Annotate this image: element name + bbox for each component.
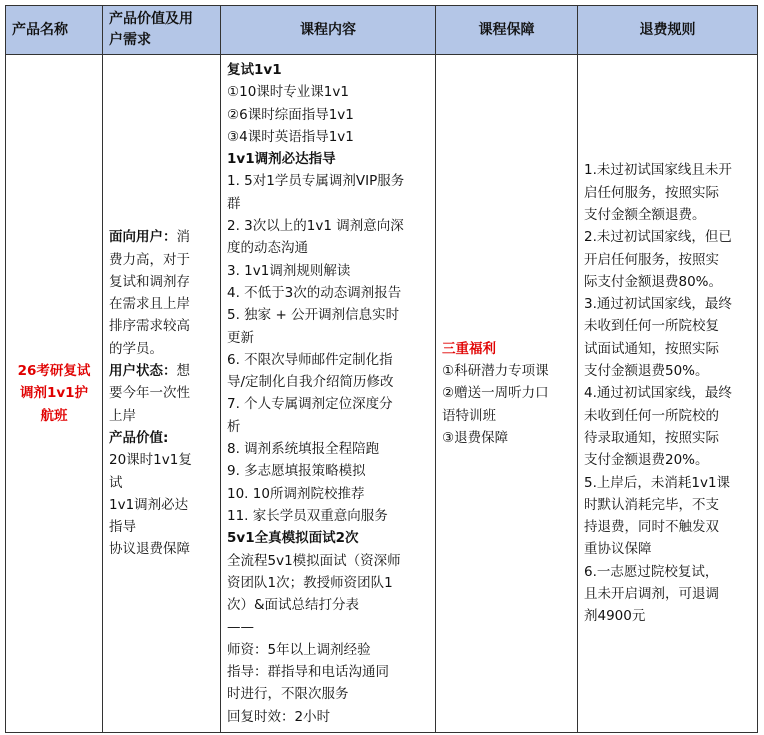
text-line-main: 要今年一次性 — [109, 385, 190, 402]
text-line — [227, 260, 429, 282]
header-refund-rules: 退费规则 — [578, 6, 758, 55]
text-line — [227, 460, 429, 482]
text-line-main: 1. 5对1学员专属调剂VIP服务 — [227, 173, 405, 190]
text-line-main: 3.通过初试国家线，最终 — [584, 296, 732, 313]
text-line-main: ②赠送一周听力口 — [442, 385, 549, 402]
text-line — [227, 483, 429, 505]
text-line-main: 三重福利 — [442, 340, 496, 357]
header-line: 户需求 — [109, 32, 151, 48]
text-line-main: 资团队1次；教授师资团队1 — [227, 574, 393, 591]
text-line-main: 群 — [227, 195, 241, 212]
text-line-main: 1v1调剂必达 — [109, 496, 189, 513]
text-line — [227, 104, 429, 126]
text-line — [109, 516, 214, 538]
text-line — [109, 405, 214, 427]
text-line-main: 更新 — [227, 329, 254, 346]
text-line-main: ③退费保障 — [442, 429, 509, 446]
text-line — [584, 338, 751, 360]
product-name-line: 航班 — [40, 407, 68, 424]
text-line-main: 的学员。 — [109, 340, 163, 357]
text-line — [109, 315, 214, 337]
header-line: 产品价值及用 — [109, 11, 193, 27]
cell-value-needs — [103, 55, 221, 733]
text-line-main: 启任何服务，按照实际 — [584, 184, 719, 201]
text-line — [227, 393, 429, 415]
text-line-main: 3. 1v1调剂规则解读 — [227, 262, 351, 279]
text-line — [584, 472, 751, 494]
text-line-main: ②6课时综面指导1v1 — [227, 106, 354, 123]
text-line — [584, 293, 751, 315]
text-line-main: ①科研潜力专项课 — [442, 363, 549, 380]
text-line — [109, 382, 214, 404]
text-line-main: 4. 不低于3次的动态调剂报告 — [227, 284, 402, 301]
text-line-main: 在需求且上岸 — [109, 296, 190, 313]
text-line-main: 排序需求较高 — [109, 318, 190, 335]
text-line — [227, 126, 429, 148]
text-line-main: 协议退费保障 — [109, 541, 190, 558]
product-name-line: 26考研复试 — [17, 363, 91, 380]
text-line-main: 5. 独家 + 公开调剂信息实时 — [227, 307, 400, 324]
text-line-main: 支付金额全额退费。 — [584, 206, 706, 223]
text-line — [109, 360, 214, 382]
text-line-main: 20课时1v1复 — [109, 452, 192, 469]
text-line-main: 导/定制化自我介绍简历修改 — [227, 374, 394, 391]
text-line-main: 未收到任何一所院校的 — [584, 407, 719, 424]
text-line — [109, 427, 214, 449]
text-line — [442, 405, 571, 427]
text-line-main: 指导 — [109, 519, 136, 536]
text-line-main: 支付金额退费20%。 — [584, 452, 709, 469]
text-line-main: 6. 不限次导师邮件定制化指 — [227, 351, 393, 368]
header-row — [6, 6, 758, 55]
text-line — [227, 349, 429, 371]
text-line-main: 度的动态沟通 — [227, 240, 308, 257]
text-line — [227, 193, 429, 215]
text-line-main: 时默认消耗完毕，不支 — [584, 496, 719, 513]
cell-course-content — [221, 55, 436, 733]
text-line-main: 试面试通知，按照实际 — [584, 340, 719, 357]
text-line-main: 持退费，同时不触发双 — [584, 519, 719, 536]
text-line — [442, 360, 571, 382]
header-course-content: 课程内容 — [221, 6, 436, 55]
text-line — [442, 338, 571, 360]
text-line-main: 7. 个人专属调剂定位深度分 — [227, 396, 393, 413]
text-line — [584, 226, 751, 248]
text-line — [227, 616, 429, 638]
text-line-main: 2.未过初试国家线，但已 — [584, 229, 732, 246]
text-line — [584, 516, 751, 538]
text-line — [227, 416, 429, 438]
text-line-main: 6.一志愿过院校复试， — [584, 563, 719, 580]
text-line — [227, 683, 429, 705]
text-line — [584, 204, 751, 226]
text-line-main: 重协议保障 — [584, 541, 652, 558]
text-line — [109, 338, 214, 360]
text-line — [227, 327, 429, 349]
text-line-main: 未收到任何一所院校复 — [584, 318, 719, 335]
header-product-name: 产品名称 — [6, 6, 103, 55]
text-line — [584, 159, 751, 181]
text-line-main: —— — [227, 619, 254, 636]
text-line-main: 剂4900元 — [584, 608, 646, 625]
text-line-main: 8. 调剂系统填报全程陪跑 — [227, 441, 380, 458]
text-line — [584, 249, 751, 271]
text-line — [227, 59, 429, 81]
header-guarantee: 课程保障 — [436, 6, 578, 55]
text-line — [109, 226, 214, 248]
text-line — [227, 706, 429, 728]
text-line-main: 9. 多志愿填报策略模拟 — [227, 463, 366, 480]
text-line-main: 10. 10所调剂院校推荐 — [227, 485, 365, 502]
text-line-main: 复试和调剂存 — [109, 273, 190, 290]
text-line — [584, 405, 751, 427]
text-line — [109, 494, 214, 516]
text-line — [584, 561, 751, 583]
text-line — [227, 550, 429, 572]
text-line — [442, 382, 571, 404]
text-line-main: 支付金额退费50%。 — [584, 363, 709, 380]
text-line-rest: 想 — [176, 363, 190, 380]
text-line-main: 语特训班 — [442, 407, 496, 424]
text-line — [227, 505, 429, 527]
text-line-main: 产品价值: — [109, 429, 169, 446]
text-line-main: 际支付金额退费80%。 — [584, 273, 723, 290]
text-line-main: 回复时效：2小时 — [227, 708, 331, 725]
text-line-main: 5v1全真模拟面试2次 — [227, 530, 359, 547]
text-line — [227, 282, 429, 304]
text-line-main: 费力高，对于 — [109, 251, 190, 268]
text-line — [584, 182, 751, 204]
text-line-main: 全流程5v1模拟面试（资深师 — [227, 552, 401, 569]
table-row — [6, 55, 758, 733]
text-line-main: 试 — [109, 474, 123, 491]
text-line-main: ①10课时专业课1v1 — [227, 84, 349, 101]
text-line — [227, 148, 429, 170]
text-line — [227, 572, 429, 594]
text-line — [584, 360, 751, 382]
text-line — [584, 382, 751, 404]
text-line-main: 4.通过初试国家线，最终 — [584, 385, 732, 402]
text-line-main: 用户状态： — [109, 363, 177, 380]
text-line — [227, 371, 429, 393]
text-line — [227, 661, 429, 683]
text-line — [227, 527, 429, 549]
text-line — [584, 271, 751, 293]
text-line-main: 开启任何服务，按照实 — [584, 251, 719, 268]
text-line — [227, 237, 429, 259]
text-line — [227, 170, 429, 192]
header-value-needs — [103, 6, 221, 55]
text-line-main: 指导：群指导和电话沟通同 — [227, 664, 389, 681]
text-line — [227, 438, 429, 460]
text-line — [227, 594, 429, 616]
text-line — [584, 427, 751, 449]
text-line — [109, 472, 214, 494]
text-line — [109, 449, 214, 471]
text-line — [584, 583, 751, 605]
cell-product-name — [6, 55, 103, 733]
text-line-main: 次）&面试总结打分表 — [227, 597, 360, 614]
product-table — [5, 5, 758, 733]
product-name-line: 调剂1v1护 — [19, 385, 89, 402]
text-line-main: 时进行，不限次服务 — [227, 686, 349, 703]
text-line-main: 且未开启调剂，可退调 — [584, 586, 719, 603]
text-line — [584, 494, 751, 516]
text-line-main: 师资：5年以上调剂经验 — [227, 641, 371, 658]
cell-guarantee — [436, 55, 578, 733]
text-line — [584, 538, 751, 560]
text-line — [227, 304, 429, 326]
text-line — [227, 215, 429, 237]
text-line — [584, 605, 751, 627]
text-line-main: 2. 3次以上的1v1 调剂意向深 — [227, 218, 404, 235]
text-line — [584, 315, 751, 337]
text-line — [109, 293, 214, 315]
text-line-main: 1.未过初试国家线且未开 — [584, 162, 732, 179]
text-line — [442, 427, 571, 449]
text-line-main: 复试1v1 — [227, 62, 282, 78]
text-line — [584, 449, 751, 471]
text-line-main: 11. 家长学员双重意向服务 — [227, 507, 388, 524]
text-line — [109, 249, 214, 271]
text-line-main: 1v1调剂必达指导 — [227, 151, 336, 168]
text-line-main: 析 — [227, 418, 241, 435]
text-line-main: 待录取通知，按照实际 — [584, 429, 719, 446]
cell-refund-rules — [578, 55, 758, 733]
text-line — [227, 639, 429, 661]
text-line-main: ③4课时英语指导1v1 — [227, 128, 354, 145]
text-line-rest: 消 — [176, 229, 190, 246]
text-line — [227, 81, 429, 103]
text-line — [109, 538, 214, 560]
text-line-main: 上岸 — [109, 407, 136, 424]
text-line-main: 面向用户： — [109, 229, 177, 246]
text-line-main: 5.上岸后，未消耗1v1课 — [584, 474, 731, 491]
text-line — [109, 271, 214, 293]
